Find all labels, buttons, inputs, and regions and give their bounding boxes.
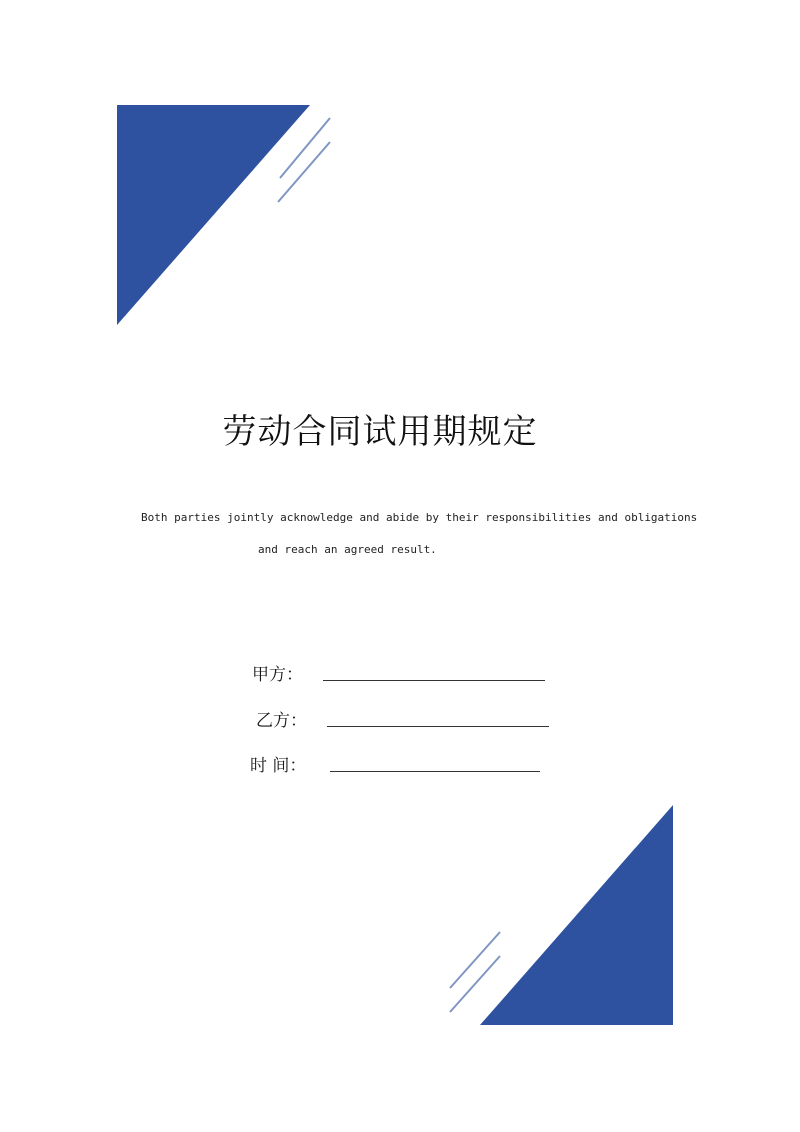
bottom-stripe-1 xyxy=(450,932,500,988)
top-stripe-1 xyxy=(280,118,330,178)
document-title: 劳动合同试用期规定 xyxy=(222,412,538,452)
top-stripe-2 xyxy=(278,142,330,202)
party-b-label: 乙方： xyxy=(256,711,307,731)
bottom-right-triangle xyxy=(480,805,673,1025)
date-input-line[interactable] xyxy=(330,770,540,772)
date-label: 时 间： xyxy=(250,756,307,776)
party-b-input-line[interactable] xyxy=(327,725,549,727)
party-b-field[interactable] xyxy=(256,706,549,731)
party-a-label: 甲方： xyxy=(252,665,303,685)
party-a-field[interactable] xyxy=(252,660,545,685)
subtitle-line-1: Both parties jointly acknowledge and abide by their responsibilities and obligations xyxy=(141,511,698,524)
top-left-triangle xyxy=(117,105,310,325)
party-a-input-line[interactable] xyxy=(323,679,545,681)
subtitle-line-2: and reach an agreed result. xyxy=(258,543,437,556)
bottom-stripe-2 xyxy=(450,956,500,1012)
date-field[interactable] xyxy=(250,751,540,776)
